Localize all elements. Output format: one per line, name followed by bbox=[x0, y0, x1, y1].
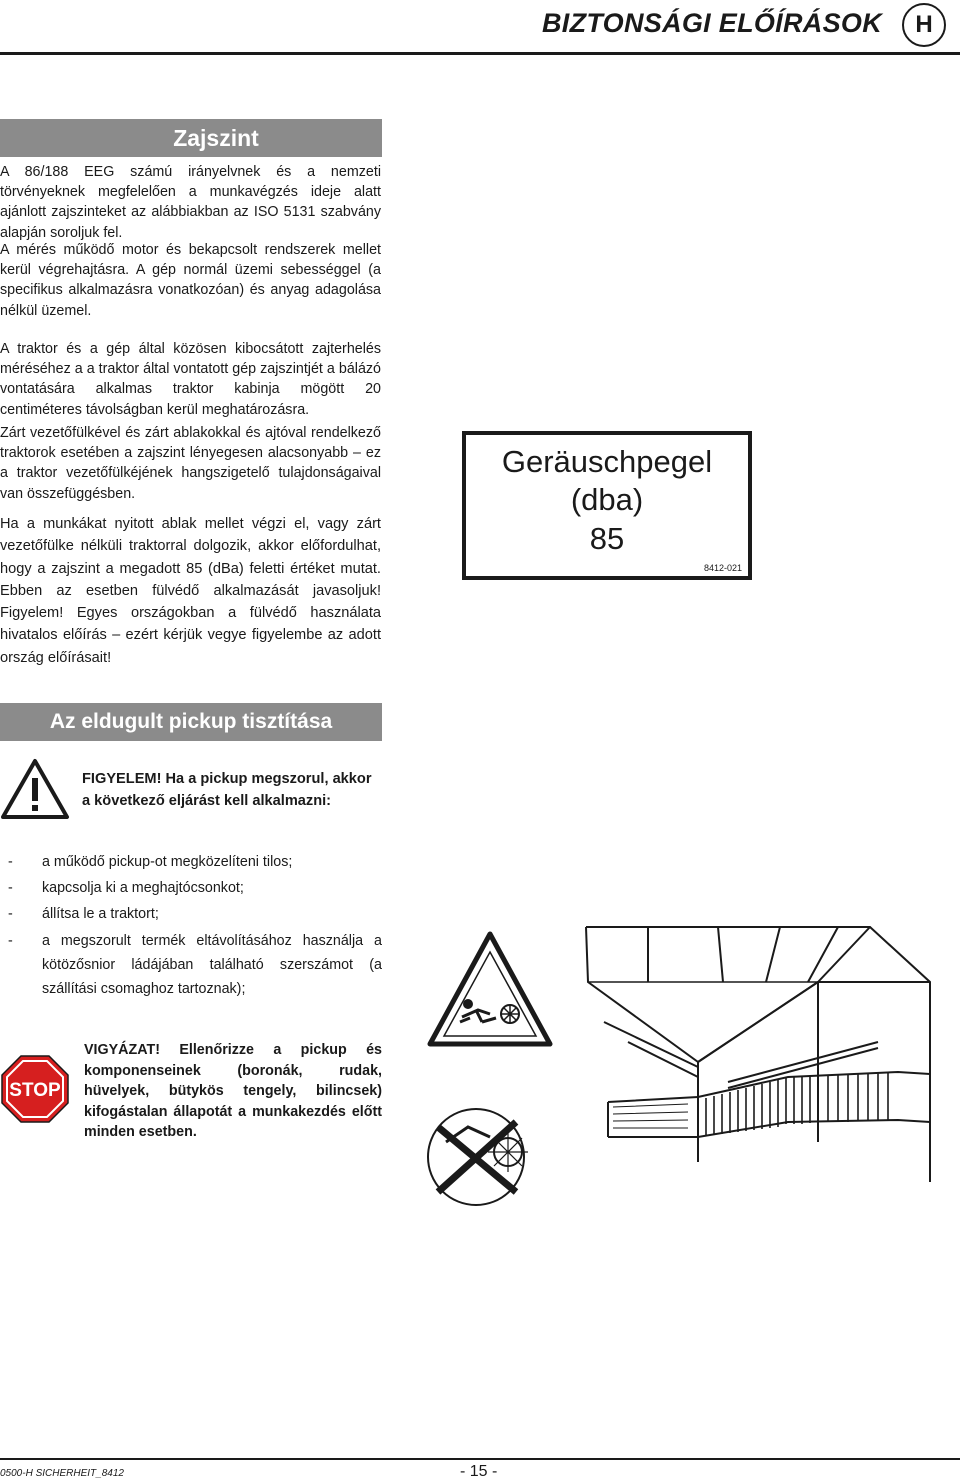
paragraph: Ha a munkákat nyitott ablak mellet végzi el, vagy zárt vezetőfülke nélküli traktorral dolgozik, akkor előfordulhat, hogy a zajszint a megadott 85 (dBa) feletti értéket mutat. Ebben az esetben fülvédő alkalmazását javasoljuk! Figyelem! Egyes országokban a fülvédő használata hivatalos előírás – ezért kérjük vegye figyelembe az adott ország előírásait! bbox=[0, 516, 381, 666]
stop-sign-icon bbox=[0, 1054, 70, 1124]
stop-sign-text: STOP bbox=[9, 1080, 61, 1101]
paragraph: A traktor és a gép által közösen kibocsátott zajterhelés méréséhez a a traktor által vontatott gép zajszintjét a bálázó vontatására alkalmas traktor kabinja mögött 20 centiméteres távolságban kerül meghatározásra. bbox=[0, 341, 381, 418]
list-item bbox=[0, 902, 382, 926]
label-unit: (dba) bbox=[570, 482, 644, 517]
label-code: 8412-021 bbox=[703, 563, 742, 573]
list-item bbox=[0, 929, 382, 1001]
page-number: - 15 - bbox=[460, 1463, 498, 1480]
caution-text: VIGYÁZAT! Ellenőrizze a pickup és komponenseinek (boronák, rudak, hüvelyek, bütykös tengely, bilincsek) kifogástalan állapotát a munkakezdés előtt minden esetben. bbox=[84, 1042, 382, 1141]
list-dash: - bbox=[8, 880, 13, 896]
list-item bbox=[0, 876, 382, 900]
footer-doc-code: 0500-H SICHERHEIT_8412 bbox=[0, 1468, 124, 1479]
header-rule bbox=[0, 52, 960, 55]
paragraph: A mérés működő motor és bekapcsolt rendszerek mellet kerül végrehajtásra. A gép normál üzemi sebességgel (a specifikus alkalmazásra vonatkozóan) és anyag adagolása nélkül üzemel. bbox=[0, 242, 381, 319]
list-dash: - bbox=[8, 933, 13, 949]
section-title-noise-level: Zajszint bbox=[0, 119, 382, 157]
section-letter-badge: H bbox=[902, 3, 946, 47]
warning-triangle-icon bbox=[0, 758, 70, 820]
list-item-text: a működő pickup-ot megközelíteni tilos; bbox=[42, 854, 293, 870]
paragraph: Zárt vezetőfülkével és zárt ablakokkal és ajtóval rendelkező traktorok esetében a zajszint lényegesen alacsonyabb – ez a traktor vezetőfülkéjének hangszigetelő tulajdonságaival van összefüggésben. bbox=[0, 425, 381, 502]
label-value: 85 bbox=[589, 521, 625, 556]
footer-rule bbox=[0, 1458, 960, 1460]
warning-text: FIGYELEM! Ha a pickup megszorul, akkor a következő eljárást kell alkalmazni: bbox=[82, 771, 372, 809]
label-title: Geräuschpegel bbox=[501, 444, 713, 479]
paragraph: A 86/188 EEG számú irányelvnek és a nemzeti törvényeknek megfelelően a munkavégzés ideje alatt ajánlott zajszinteket az alábbiakban az ISO 5131 szabvány alapján soroljuk fel. bbox=[0, 164, 381, 241]
list-item-text: kapcsolja ki a meghajtócsonkot; bbox=[42, 880, 244, 896]
list-item bbox=[0, 850, 382, 874]
page-header-title: BIZTONSÁGI ELŐÍRÁSOK bbox=[541, 8, 882, 38]
section-title-pickup-cleaning: Az eldugult pickup tisztítása bbox=[0, 703, 382, 741]
list-item-text: a megszorult termék eltávolításához használja a kötözősnior ládájában található szerszámot (a szállítási csomaghoz tartoznak); bbox=[42, 933, 382, 997]
list-dash: - bbox=[8, 906, 13, 922]
pickup-illustration bbox=[398, 922, 938, 1218]
noise-level-label-plate bbox=[462, 431, 752, 580]
list-dash: - bbox=[8, 854, 13, 870]
list-item-text: állítsa le a traktort; bbox=[42, 906, 159, 922]
